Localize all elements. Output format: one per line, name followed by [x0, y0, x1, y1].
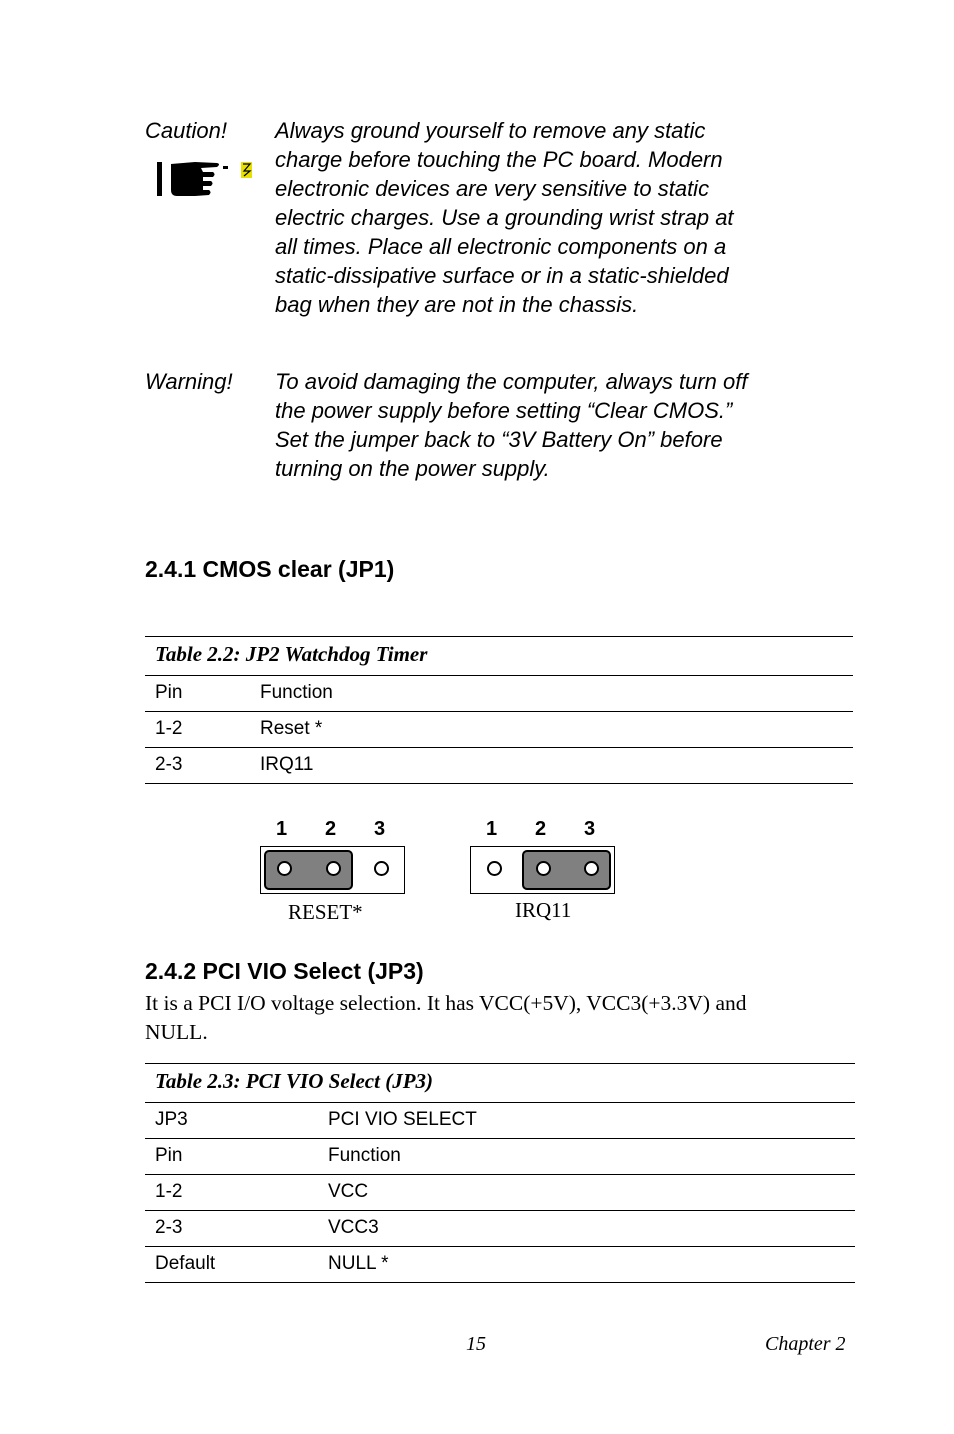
table-caption: Table 2.3: PCI VIO Select (JP3) [155, 1069, 434, 1093]
caution-line: Always ground yourself to remove any static [275, 118, 706, 143]
chapter-label: Chapter 2 [765, 1333, 846, 1355]
caution-line: electric charges. Use a grounding wrist strap at [275, 205, 734, 230]
paragraph-line: NULL. [145, 1020, 208, 1044]
table-cell: 1-2 [155, 718, 183, 739]
table-cell: 2-3 [155, 754, 183, 775]
table-cell: Reset * [260, 718, 323, 739]
warning-line: turning on the power supply. [275, 456, 550, 481]
table-cell: IRQ11 [260, 754, 314, 775]
table-cell: Pin [155, 682, 183, 703]
jumper-pin [326, 861, 341, 876]
table-cell: Default [155, 1253, 216, 1274]
jumper-diagram-irq11 [470, 818, 620, 933]
table-cell: 1-2 [155, 1181, 183, 1202]
section-heading-pci-vio: 2.4.2 PCI VIO Select (JP3) [145, 958, 424, 984]
warning-line: Set the jumper back to “3V Battery On” before [275, 427, 723, 452]
section-paragraph [145, 989, 845, 1047]
jumper-pin [487, 861, 502, 876]
warning-line: the power supply before setting “Clear CMOS.” [275, 398, 733, 423]
caution-line: electronic devices are very sensitive to static [275, 176, 710, 201]
watchdog-timer-table [145, 636, 853, 784]
table-cell: NULL * [328, 1253, 389, 1274]
section-heading-cmos-clear: 2.4.1 CMOS clear (JP1) [145, 556, 395, 582]
jumper-header [470, 846, 615, 894]
jumper-header [260, 846, 405, 894]
pin-number: 3 [374, 818, 386, 840]
jumper-pin [536, 861, 551, 876]
page-number: 15 [466, 1333, 486, 1355]
caution-text [275, 116, 815, 319]
caution-label: Caution! [145, 118, 227, 143]
pin-number: 1 [486, 818, 498, 840]
pin-number: 3 [584, 818, 596, 840]
table-cell: Pin [155, 1145, 183, 1166]
caution-line: static-dissipative surface or in a static-shielded [275, 263, 729, 288]
table-row [145, 676, 853, 712]
table-caption: Table 2.2: JP2 Watchdog Timer [155, 642, 428, 666]
table-cell: JP3 [155, 1109, 188, 1130]
caution-line: bag when they are not in the chassis. [275, 292, 639, 317]
table-cell: VCC [328, 1181, 369, 1202]
table-cell: VCC3 [328, 1217, 379, 1238]
warning-text [275, 367, 815, 483]
table-row [145, 1247, 855, 1283]
table-row [145, 712, 853, 748]
caution-line: charge before touching the PC board. Modern [275, 147, 723, 172]
caution-line: all times. Place all electronic components on a [275, 234, 727, 259]
jumper-label: IRQ11 [515, 898, 572, 922]
pin-number: 2 [325, 818, 337, 840]
pci-vio-table [145, 1063, 855, 1283]
table-cell: 2-3 [155, 1217, 183, 1238]
table-cell: PCI VIO SELECT [328, 1109, 477, 1130]
jumper-label: RESET* [288, 900, 363, 924]
warning-line: To avoid damaging the computer, always turn off [275, 369, 748, 394]
jumper-pin [584, 861, 599, 876]
pin-number: 1 [276, 818, 288, 840]
jumper-pin [374, 861, 389, 876]
caution-note [145, 116, 825, 326]
table-cell: Function [260, 682, 333, 703]
table-caption-row [145, 636, 853, 676]
table-row [145, 748, 853, 784]
jumper-diagram-reset [260, 818, 410, 933]
warning-note [145, 367, 825, 487]
pin-number: 2 [535, 818, 547, 840]
table-row [145, 1139, 855, 1175]
paragraph-line: It is a PCI I/O voltage selection. It has VCC(+5V), VCC3(+3.3V) and [145, 991, 747, 1015]
pointing-hand-icon [155, 158, 255, 200]
jumper-pin [277, 861, 292, 876]
table-row [145, 1175, 855, 1211]
table-row [145, 1103, 855, 1139]
table-caption-row [145, 1063, 855, 1103]
table-cell: Function [328, 1145, 401, 1166]
table-row [145, 1211, 855, 1247]
warning-label: Warning! [145, 369, 233, 394]
